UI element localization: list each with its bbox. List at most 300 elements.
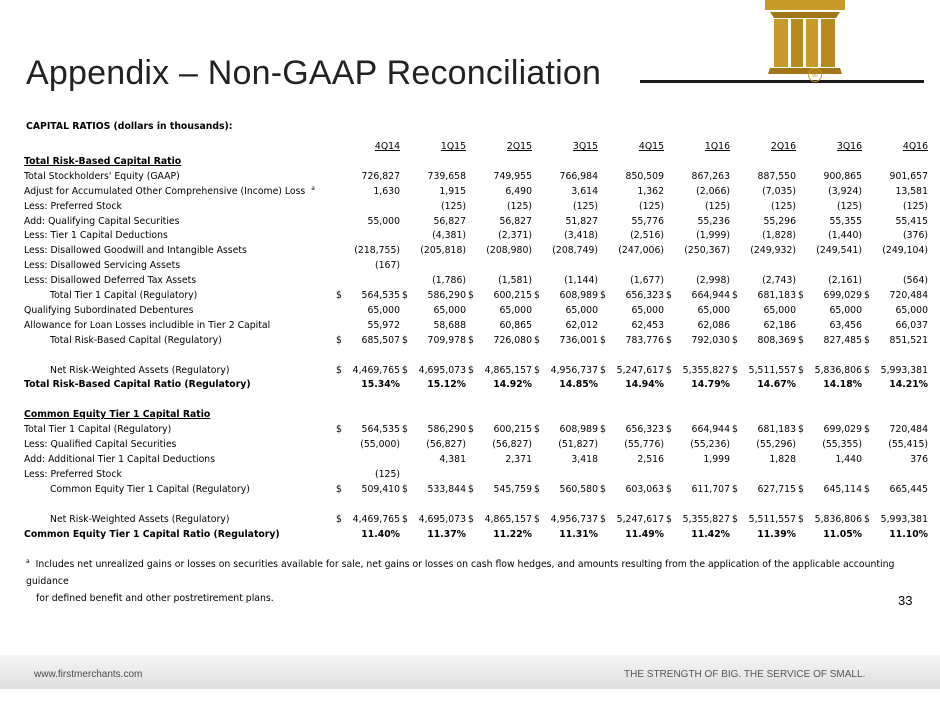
footnote <box>26 556 916 607</box>
cell-value <box>334 229 400 244</box>
row-label-text: Less: Preferred Stock <box>24 468 122 480</box>
cell-value <box>598 259 664 274</box>
currency-symbol: $ <box>336 513 342 525</box>
cell-value <box>532 408 598 423</box>
cell-value <box>796 408 862 423</box>
cell-number: 4,469,765 <box>352 364 400 376</box>
cell-value: 15.34% <box>361 379 400 391</box>
cell-value: 1,999 <box>703 454 730 465</box>
cell-value: 766,984 <box>559 170 598 182</box>
header-spacer <box>24 140 334 155</box>
cell-number: 827,485 <box>823 334 862 346</box>
cell-value <box>598 334 664 349</box>
cell-value: 65,000 <box>895 304 928 316</box>
cell-value <box>532 364 598 379</box>
page-number: 33 <box>898 593 913 608</box>
cell-value <box>532 289 598 304</box>
cell-value: (1,786) <box>432 275 466 287</box>
cell-number: 5,511,557 <box>748 513 796 525</box>
cell-value: 11.22% <box>493 528 532 540</box>
currency-symbol: $ <box>534 290 540 302</box>
column-header: 2Q15 <box>506 141 532 152</box>
cell-value: 55,000 <box>367 215 400 227</box>
cell-value: 51,827 <box>565 215 598 227</box>
cell-value: (167) <box>375 260 400 272</box>
row-label-text: Total Tier 1 Capital (Regulatory) <box>50 290 198 302</box>
cell-value: (2,998) <box>696 275 730 287</box>
currency-symbol: $ <box>468 424 474 436</box>
table-row <box>24 513 928 528</box>
row-label-text: Common Equity Tier 1 Capital Ratio (Regulatory) <box>24 528 280 540</box>
cell-value: (4,381) <box>432 230 466 242</box>
row-label-text: Add: Qualifying Capital Securities <box>24 215 180 227</box>
cell-value <box>466 468 532 483</box>
currency-symbol: $ <box>534 334 540 346</box>
cell-value <box>862 289 928 304</box>
cell-value: 1,630 <box>373 185 400 197</box>
cell-number: 600,215 <box>493 424 532 436</box>
cell-value <box>598 468 664 483</box>
cell-value: (125) <box>507 200 532 212</box>
cell-value <box>598 289 664 304</box>
cell-number: 656,323 <box>625 290 664 302</box>
cell-value <box>532 468 598 483</box>
cell-number: 792,030 <box>691 334 730 346</box>
row-label-text: Less: Tier 1 Capital Deductions <box>24 230 168 242</box>
currency-symbol: $ <box>798 424 804 436</box>
cell-value: 11.10% <box>889 528 928 540</box>
cell-value <box>532 349 598 364</box>
cell-value: (56,827) <box>426 439 466 451</box>
cell-value: 749,955 <box>493 170 532 182</box>
cell-value: 65,000 <box>763 304 796 316</box>
cell-value <box>466 513 532 528</box>
cell-number: 509,410 <box>361 483 400 495</box>
column-header-row <box>24 140 928 155</box>
cell-value: (249,541) <box>816 245 862 257</box>
table-row <box>24 498 928 513</box>
cell-value <box>796 364 862 379</box>
currency-symbol: $ <box>666 513 672 525</box>
column-header: 2Q16 <box>770 141 796 152</box>
cell-value <box>664 408 730 423</box>
cell-value <box>730 334 796 349</box>
cell-value: 1,440 <box>835 454 862 465</box>
cell-number: 586,290 <box>427 424 466 436</box>
cell-value <box>664 483 730 498</box>
currency-symbol: $ <box>534 483 540 495</box>
cell-value <box>796 498 862 513</box>
cell-value <box>664 289 730 304</box>
cell-value: (125) <box>837 200 862 212</box>
footer-website-link[interactable]: www.firstmerchants.com <box>34 669 143 680</box>
cell-value <box>466 349 532 364</box>
cell-value: (55,415) <box>888 439 928 451</box>
cell-number: 560,580 <box>559 483 598 495</box>
row-label <box>24 334 334 349</box>
cell-value <box>730 468 796 483</box>
cell-value <box>862 393 928 408</box>
cell-value: (1,999) <box>696 230 730 242</box>
cell-number: 4,469,765 <box>352 513 400 525</box>
table-row <box>24 229 928 244</box>
table-row <box>24 185 928 200</box>
table-row <box>24 319 928 334</box>
cell-value <box>730 483 796 498</box>
row-label <box>24 468 334 483</box>
currency-symbol: $ <box>336 424 342 436</box>
cell-value <box>796 289 862 304</box>
row-label <box>24 289 334 304</box>
cell-number: 608,989 <box>559 424 598 436</box>
cell-value <box>796 334 862 349</box>
cell-value: (125) <box>639 200 664 212</box>
cell-value: 55,296 <box>763 215 796 227</box>
row-label <box>24 408 334 423</box>
table-row <box>24 468 928 483</box>
cell-value: 901,657 <box>889 170 928 182</box>
cell-value: 65,000 <box>367 304 400 316</box>
cell-number: 4,695,073 <box>418 513 466 525</box>
cell-value <box>400 155 466 170</box>
row-label <box>24 393 334 408</box>
cell-value: 14.67% <box>757 379 796 391</box>
cell-number: 4,956,737 <box>550 364 598 376</box>
row-label <box>24 349 334 364</box>
cell-number: 783,776 <box>625 334 664 346</box>
cell-number: 600,215 <box>493 290 532 302</box>
cell-value: 62,186 <box>763 319 796 331</box>
cell-value <box>730 155 796 170</box>
cell-value: 15.12% <box>427 379 466 391</box>
cell-number: 699,029 <box>823 424 862 436</box>
cell-value: 1,915 <box>439 185 466 197</box>
cell-number: 5,993,381 <box>880 364 928 376</box>
cell-value: (2,743) <box>762 275 796 287</box>
cell-value: (125) <box>903 200 928 212</box>
cell-value: (376) <box>903 230 928 242</box>
cell-value <box>466 408 532 423</box>
cell-value: 55,776 <box>631 215 664 227</box>
row-label-text: Total Tier 1 Capital (Regulatory) <box>24 424 172 436</box>
cell-value: 6,490 <box>505 185 532 197</box>
table-row <box>24 170 928 185</box>
cell-value: (2,161) <box>828 275 862 287</box>
footnote-line-2: for defined benefit and other postretirement plans. <box>36 593 274 604</box>
cell-value <box>334 364 400 379</box>
cell-value <box>664 155 730 170</box>
registered-mark: ® <box>808 68 822 82</box>
cell-value <box>796 468 862 483</box>
table-row <box>24 364 928 379</box>
cell-number: 608,989 <box>559 290 598 302</box>
cell-number: 656,323 <box>625 424 664 436</box>
cell-value <box>400 423 466 438</box>
row-label-text: Total Risk-Based Capital Ratio <box>24 155 182 167</box>
currency-symbol: $ <box>534 513 540 525</box>
capital-ratios-table <box>24 140 928 542</box>
cell-number: 699,029 <box>823 290 862 302</box>
cell-value <box>664 513 730 528</box>
cell-number: 4,865,157 <box>484 364 532 376</box>
cell-number: 4,865,157 <box>484 513 532 525</box>
cell-value <box>400 393 466 408</box>
currency-symbol: $ <box>402 334 408 346</box>
cell-value <box>334 393 400 408</box>
cell-value: 65,000 <box>433 304 466 316</box>
title-underline <box>640 80 924 83</box>
table-row <box>24 423 928 438</box>
cell-value: 14.21% <box>889 379 928 391</box>
cell-value: 11.05% <box>823 528 862 540</box>
cell-value <box>598 498 664 513</box>
cell-value: 3,418 <box>571 454 598 465</box>
cell-value <box>598 408 664 423</box>
footnote-ref: a <box>311 184 315 192</box>
cell-number: 627,715 <box>757 483 796 495</box>
cell-value: 65,000 <box>829 304 862 316</box>
row-label-text: Adjust for Accumulated Other Comprehensive (Income) Loss <box>24 185 306 197</box>
cell-value <box>466 289 532 304</box>
cell-value: (125) <box>375 468 400 480</box>
cell-value <box>796 423 862 438</box>
cell-value: (3,418) <box>564 230 598 242</box>
cell-value: 11.49% <box>625 528 664 540</box>
row-label-text: Total Risk-Based Capital (Regulatory) <box>50 334 222 346</box>
cell-value: (249,104) <box>882 245 928 257</box>
cell-value <box>400 513 466 528</box>
currency-symbol: $ <box>666 364 672 376</box>
table-row <box>24 378 928 393</box>
currency-symbol: $ <box>468 483 474 495</box>
currency-symbol: $ <box>468 334 474 346</box>
cell-number: 611,707 <box>691 483 730 495</box>
row-label <box>24 319 334 334</box>
currency-symbol: $ <box>732 364 738 376</box>
currency-symbol: $ <box>600 364 606 376</box>
cell-number: 685,507 <box>361 334 400 346</box>
cell-value <box>862 364 928 379</box>
cell-number: 736,001 <box>559 334 598 346</box>
cell-number: 709,978 <box>427 334 466 346</box>
currency-symbol: $ <box>600 334 606 346</box>
currency-symbol: $ <box>732 334 738 346</box>
cell-value <box>400 498 466 513</box>
cell-value <box>862 155 928 170</box>
cell-value: (1,144) <box>564 275 598 287</box>
cell-value: (51,827) <box>558 439 598 451</box>
cell-value: 55,415 <box>895 215 928 227</box>
cell-value <box>598 155 664 170</box>
cell-value <box>598 423 664 438</box>
table-row <box>24 155 928 170</box>
row-label-text: Add: Additional Tier 1 Capital Deductions <box>24 454 216 465</box>
cell-value: 65,000 <box>697 304 730 316</box>
cell-value: 867,263 <box>691 170 730 182</box>
cell-value <box>334 349 400 364</box>
cell-value: (125) <box>573 200 598 212</box>
currency-symbol: $ <box>864 290 870 302</box>
cell-number: 564,535 <box>361 290 400 302</box>
currency-symbol: $ <box>336 290 342 302</box>
cell-value <box>598 364 664 379</box>
currency-symbol: $ <box>666 290 672 302</box>
cell-value: 2,371 <box>505 454 532 465</box>
cell-value <box>466 498 532 513</box>
cell-number: 681,183 <box>757 424 796 436</box>
row-label-text: Less: Disallowed Deferred Tax Assets <box>24 275 197 287</box>
cell-value: 63,456 <box>829 319 862 331</box>
footnote-marker: a <box>26 557 30 565</box>
cell-value: 14.92% <box>493 379 532 391</box>
cell-value <box>862 423 928 438</box>
currency-symbol: $ <box>600 483 606 495</box>
row-label <box>24 185 334 200</box>
cell-value <box>730 349 796 364</box>
row-label <box>24 498 334 513</box>
cell-value <box>862 408 928 423</box>
row-label <box>24 170 334 185</box>
cell-value: (1,828) <box>762 230 796 242</box>
cell-value <box>400 408 466 423</box>
cell-value: 726,827 <box>361 170 400 182</box>
cell-value <box>400 259 466 274</box>
cell-value <box>400 349 466 364</box>
cell-value <box>334 498 400 513</box>
cell-value <box>400 334 466 349</box>
cell-value <box>862 334 928 349</box>
column-header: 4Q15 <box>638 141 664 152</box>
cell-number: 664,944 <box>691 424 730 436</box>
table-row <box>24 393 928 408</box>
table-row <box>24 408 928 423</box>
cell-number: 681,183 <box>757 290 796 302</box>
table-row <box>24 259 928 274</box>
cell-value: (125) <box>705 200 730 212</box>
table-row <box>24 215 928 230</box>
currency-symbol: $ <box>798 290 804 302</box>
cell-value <box>664 423 730 438</box>
row-label <box>24 229 334 244</box>
cell-value <box>796 259 862 274</box>
cell-value <box>730 408 796 423</box>
row-label-text: Less: Preferred Stock <box>24 200 122 212</box>
cell-value: (205,818) <box>420 245 466 257</box>
cell-value: 56,827 <box>499 215 532 227</box>
page-title: Appendix – Non-GAAP Reconciliation <box>26 54 602 92</box>
cell-value <box>862 349 928 364</box>
cell-value <box>532 155 598 170</box>
cell-value <box>466 334 532 349</box>
currency-symbol: $ <box>402 290 408 302</box>
cell-value <box>532 334 598 349</box>
cell-value: 3,614 <box>571 185 598 197</box>
currency-symbol: $ <box>534 424 540 436</box>
cell-value <box>334 334 400 349</box>
cell-value: 13,581 <box>895 185 928 197</box>
cell-value <box>664 393 730 408</box>
cell-value: 14.79% <box>691 379 730 391</box>
cell-value: (1,581) <box>498 275 532 287</box>
row-label <box>24 259 334 274</box>
cell-value <box>862 498 928 513</box>
table-row <box>24 334 928 349</box>
row-label <box>24 438 334 453</box>
cell-value: 850,509 <box>625 170 664 182</box>
cell-value: 2,516 <box>637 454 664 465</box>
cell-value <box>598 483 664 498</box>
cell-value <box>730 513 796 528</box>
cell-number: 5,993,381 <box>880 513 928 525</box>
currency-symbol: $ <box>468 364 474 376</box>
row-label-text: Less: Disallowed Goodwill and Intangible Assets <box>24 245 247 257</box>
cell-number: 665,445 <box>889 483 928 495</box>
currency-symbol: $ <box>336 364 342 376</box>
row-label-text: Net Risk-Weighted Assets (Regulatory) <box>50 513 230 525</box>
cell-value <box>862 483 928 498</box>
currency-symbol: $ <box>732 483 738 495</box>
currency-symbol: $ <box>666 483 672 495</box>
cell-value <box>730 259 796 274</box>
cell-value: (55,355) <box>822 439 862 451</box>
cell-value <box>532 498 598 513</box>
cell-number: 603,063 <box>625 483 664 495</box>
cell-value: (208,749) <box>552 245 598 257</box>
cell-value: 62,086 <box>697 319 730 331</box>
cell-value: (125) <box>441 200 466 212</box>
cell-value <box>730 364 796 379</box>
cell-value: (56,827) <box>492 439 532 451</box>
cell-value: (3,924) <box>828 185 862 197</box>
cell-number: 5,247,617 <box>616 364 664 376</box>
currency-symbol: $ <box>732 290 738 302</box>
row-label <box>24 364 334 379</box>
cell-value: 4,381 <box>439 454 466 465</box>
currency-symbol: $ <box>864 334 870 346</box>
cell-value <box>664 468 730 483</box>
cell-number: 645,114 <box>823 483 862 495</box>
cell-value: 376 <box>910 454 928 465</box>
cell-value: 14.94% <box>625 379 664 391</box>
currency-symbol: $ <box>798 364 804 376</box>
row-label-text: Net Risk-Weighted Assets (Regulatory) <box>50 364 230 376</box>
table-row <box>24 528 928 543</box>
cell-value: 65,000 <box>499 304 532 316</box>
cell-value <box>334 274 400 289</box>
cell-value <box>862 513 928 528</box>
currency-symbol: $ <box>732 513 738 525</box>
table-row <box>24 483 928 498</box>
row-label <box>24 304 334 319</box>
cell-value <box>400 364 466 379</box>
cell-number: 5,836,806 <box>814 513 862 525</box>
cell-value: 62,012 <box>565 319 598 331</box>
currency-symbol: $ <box>402 513 408 525</box>
cell-value: 11.37% <box>427 528 466 540</box>
row-label <box>24 513 334 528</box>
cell-value: 887,550 <box>757 170 796 182</box>
section-heading: CAPITAL RATIOS (dollars in thousands): <box>26 121 233 132</box>
currency-symbol: $ <box>336 483 342 495</box>
currency-symbol: $ <box>732 424 738 436</box>
currency-symbol: $ <box>864 364 870 376</box>
currency-symbol: $ <box>468 290 474 302</box>
currency-symbol: $ <box>666 424 672 436</box>
column-header: 4Q16 <box>902 141 928 152</box>
cell-value <box>400 483 466 498</box>
cell-value <box>532 483 598 498</box>
currency-symbol: $ <box>402 483 408 495</box>
